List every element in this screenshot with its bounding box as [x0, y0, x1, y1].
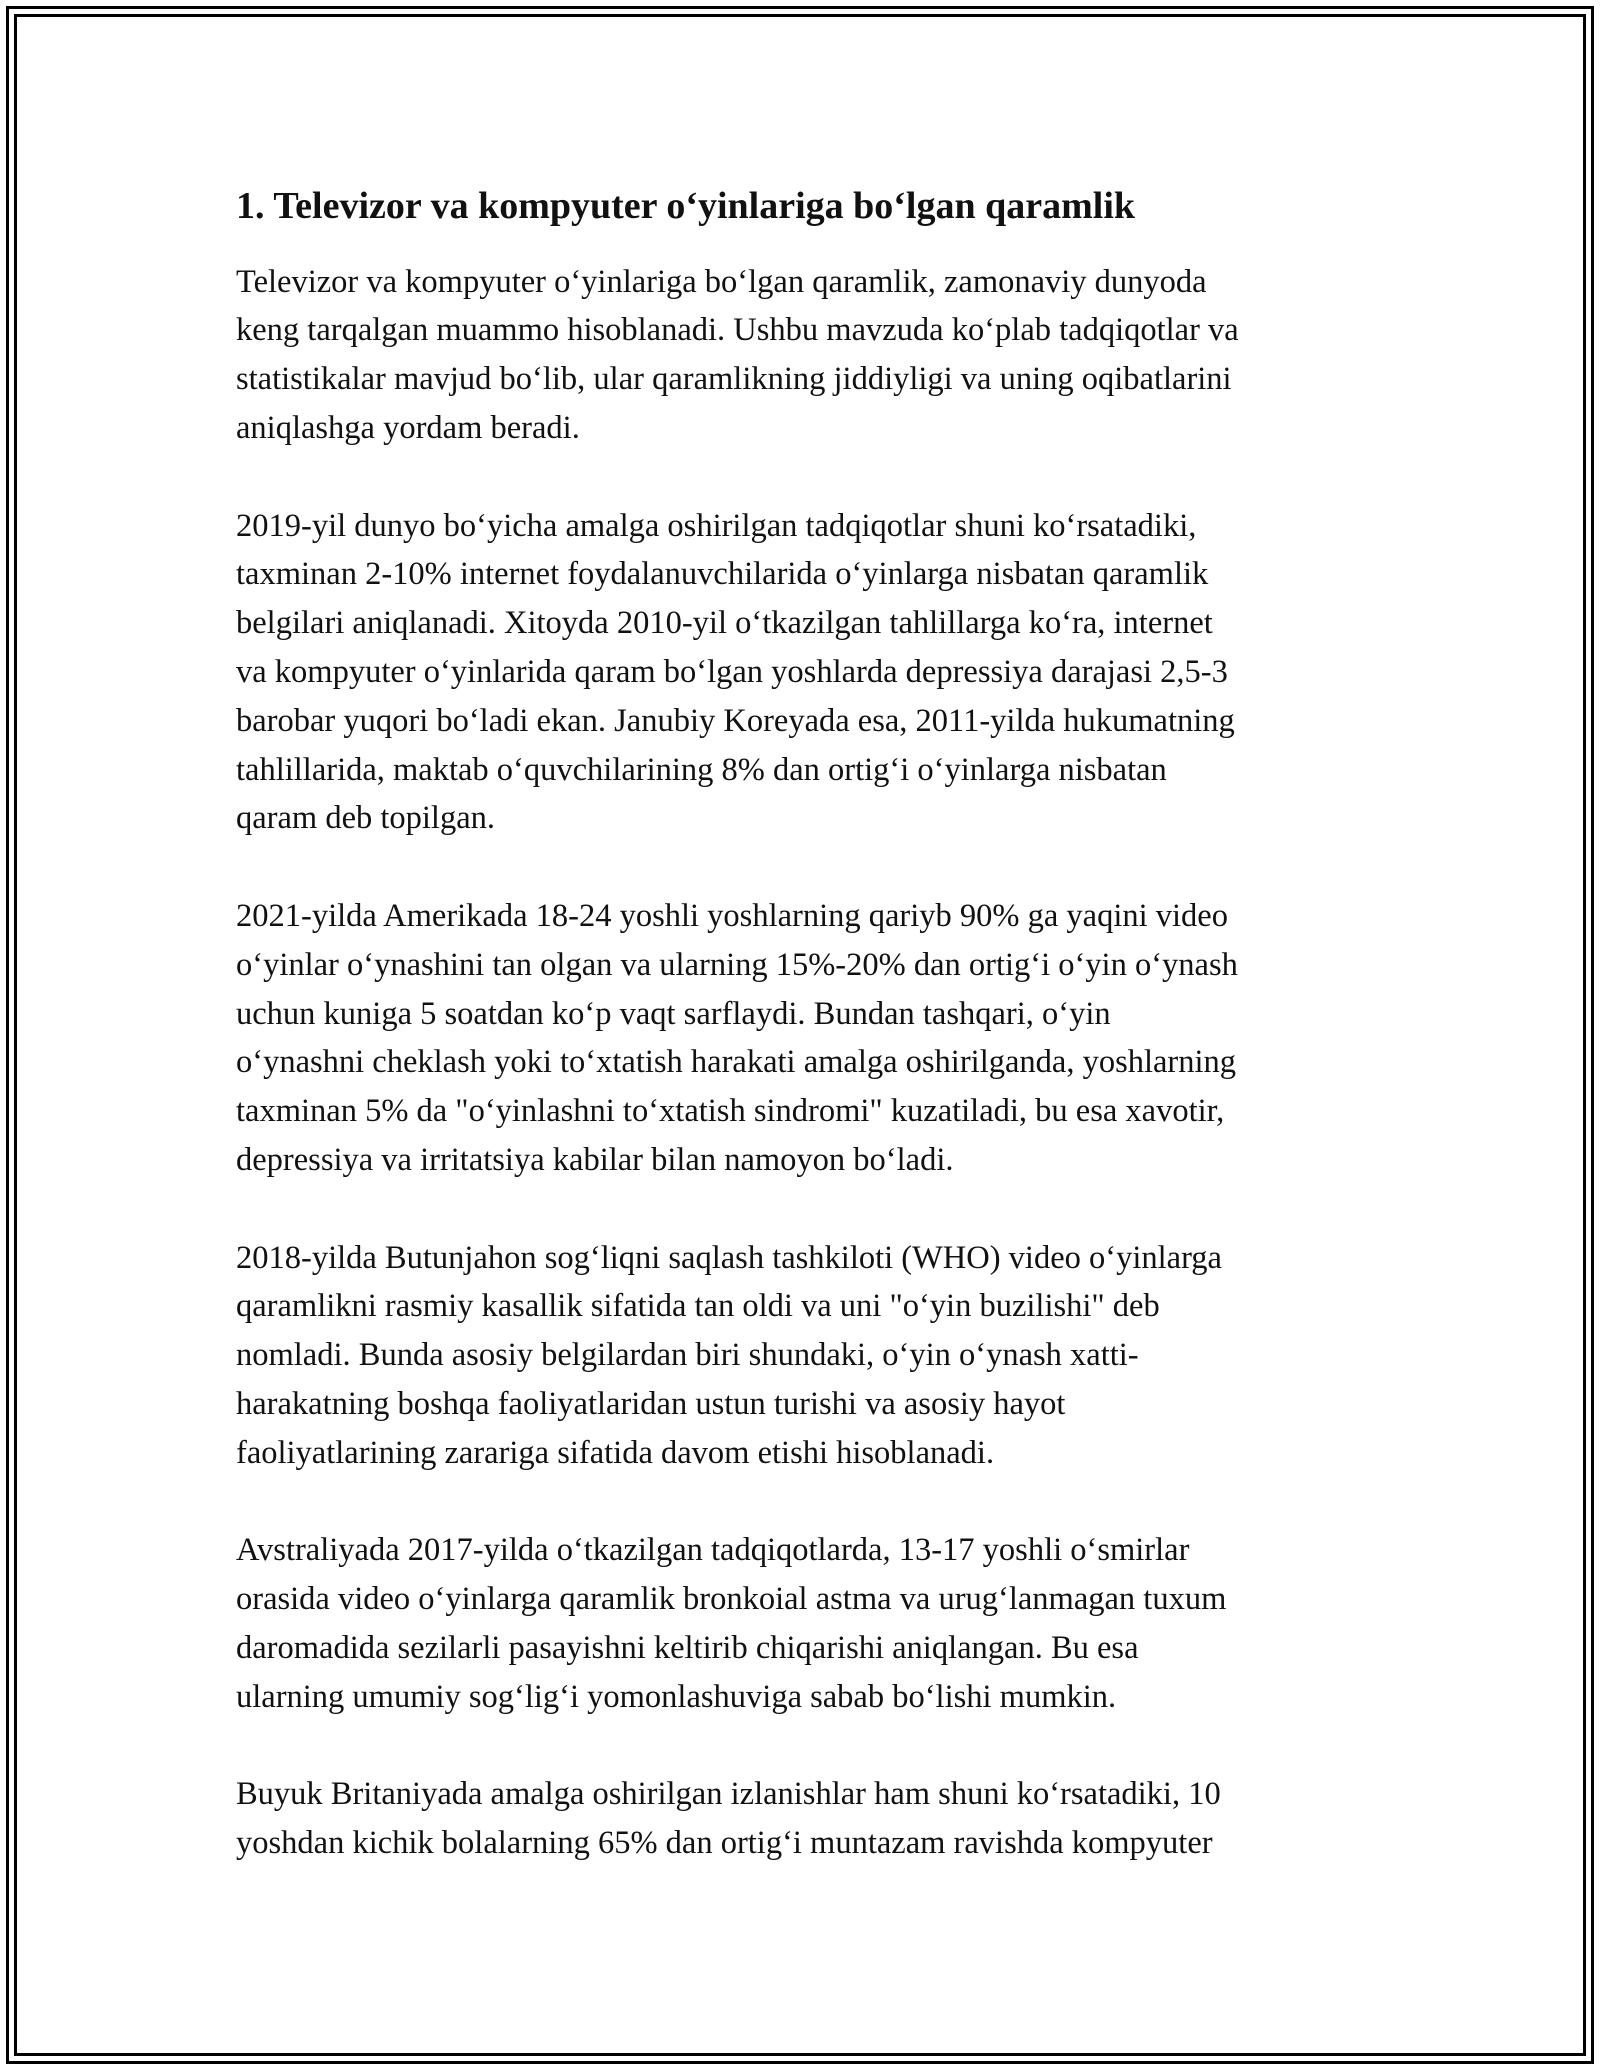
paragraph-line: o‘yinlar o‘ynashini tan olgan va ularning 15%-20% dan ortig‘i o‘yin o‘ynash: [236, 946, 1238, 983]
paragraph-line: aniqlashga yordam beradi.: [236, 409, 580, 446]
paragraph-line: tahlillarida, maktab o‘quvchilarining 8% dan ortig‘i o‘yinlarga nisbatan: [236, 751, 1167, 788]
section-heading: 1. Televizor va kompyuter o‘yinlariga bo‘lgan qaramlik: [236, 185, 1136, 227]
paragraph-line: 2018-yilda Butunjahon sog‘liqni saqlash tashkiloti (WHO) video o‘yinlarga: [236, 1239, 1222, 1276]
paragraph-line: uchun kuniga 5 soatdan ko‘p vaqt sarflaydi. Bundan tashqari, o‘yin: [236, 995, 1111, 1032]
paragraph-line: faoliyatlarining zarariga sifatida davom etishi hisoblanadi.: [236, 1434, 995, 1471]
paragraph: [236, 502, 1372, 844]
paragraph-line: orasida video o‘yinlarga qaramlik bronkoial astma va urug‘lanmagan tuxum: [236, 1581, 1227, 1618]
paragraph-line: taxminan 2-10% internet foydalanuvchilarida o‘yinlarga nisbatan qaramlik: [236, 556, 1209, 593]
paragraph: [236, 1526, 1372, 1721]
paragraph: [236, 892, 1372, 1185]
paragraph-line: Televizor va kompyuter o‘yinlariga bo‘lgan qaramlik, zamonaviy dunyoda: [236, 263, 1207, 300]
paragraph-line: qaram deb topilgan.: [236, 800, 496, 837]
paragraph-line: keng tarqalgan muammo hisoblanadi. Ushbu mavzuda ko‘plab tadqiqotlar va: [236, 312, 1239, 349]
paragraph-line: statistikalar mavjud bo‘lib, ular qaramlikning jiddiyligi va uning oqibatlarini: [236, 361, 1232, 398]
paragraph-line: yoshdan kichik bolalarning 65% dan ortig‘i muntazam ravishda kompyuter: [236, 1825, 1213, 1862]
paragraph-line: daromadida sezilarli pasayishni keltirib chiqarishi aniqlangan. Bu esa: [236, 1629, 1139, 1666]
paragraph-line: qaramlikni rasmiy kasallik sifatida tan oldi va uni "o‘yin buzilishi" deb: [236, 1288, 1160, 1325]
paragraph-line: barobar yuqori bo‘ladi ekan. Janubiy Koreyada esa, 2011-yilda hukumatning: [236, 702, 1235, 739]
paragraph-list: [236, 258, 1372, 1868]
paragraph-line: depressiya va irritatsiya kabilar bilan namoyon bo‘ladi.: [236, 1141, 954, 1178]
paragraph: [236, 1234, 1372, 1478]
document-body: [236, 184, 1372, 1917]
paragraph-line: va kompyuter o‘yinlarida qaram bo‘lgan yoshlarda depressiya darajasi 2,5-3: [236, 653, 1228, 690]
paragraph-line: 2021-yilda Amerikada 18-24 yoshli yoshlarning qariyb 90% ga yaqini video: [236, 897, 1228, 934]
paragraph-line: harakatning boshqa faoliyatlaridan ustun turishi va asosiy hayot: [236, 1385, 1066, 1422]
paragraph-line: o‘ynashni cheklash yoki to‘xtatish harakati amalga oshirilganda, yoshlarning: [236, 1044, 1237, 1081]
paragraph-line: nomladi. Bunda asosiy belgilardan biri shundaki, o‘yin o‘ynash xatti-: [236, 1337, 1139, 1374]
paragraph-line: belgilari aniqlanadi. Xitoyda 2010-yil o‘tkazilgan tahlillarga ko‘ra, internet: [236, 605, 1213, 642]
paragraph-line: ularning umumiy sog‘lig‘i yomonlashuviga sabab bo‘lishi mumkin.: [236, 1678, 1117, 1715]
paragraph: [236, 258, 1372, 453]
paragraph-line: 2019-yil dunyo bo‘yicha amalga oshirilgan tadqiqotlar shuni ko‘rsatadiki,: [236, 507, 1197, 544]
paragraph-line: Avstraliyada 2017-yilda o‘tkazilgan tadqiqotlarda, 13-17 yoshli o‘smirlar: [236, 1532, 1190, 1569]
paragraph-line: Buyuk Britaniyada amalga oshirilgan izlanishlar ham shuni ko‘rsatadiki, 10: [236, 1776, 1221, 1813]
paragraph: [236, 1770, 1372, 1868]
paragraph-line: taxminan 5% da "o‘yinlashni to‘xtatish sindromi" kuzatiladi, bu esa xavotir,: [236, 1093, 1225, 1130]
